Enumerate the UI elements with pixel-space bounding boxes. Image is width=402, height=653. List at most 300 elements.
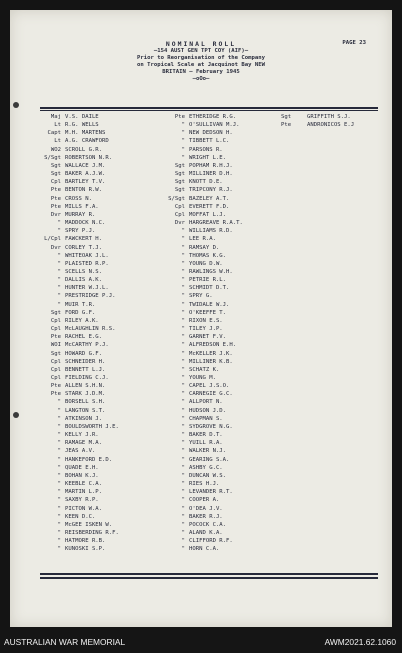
rank: Dvr <box>174 220 185 227</box>
subtitle-line-1: Prior to Reorganisation of the Company <box>137 55 265 61</box>
rank: " <box>181 505 185 512</box>
roll-entry <box>281 121 354 129</box>
soldier-name: ETHERIDGE R.G. <box>189 114 237 120</box>
roll-entry <box>161 529 243 537</box>
rank: S/Sgt <box>168 195 185 202</box>
rank: " <box>181 130 185 137</box>
soldier-name: McKELLER J.K. <box>189 350 233 357</box>
rank: " <box>181 285 185 292</box>
roll-entry <box>37 496 119 504</box>
roll-entry <box>37 513 119 521</box>
rank: " <box>57 489 61 496</box>
rank: Pte <box>174 114 185 120</box>
roll-entry <box>161 244 243 252</box>
rank: " <box>57 529 61 536</box>
rank: " <box>181 440 185 447</box>
soldier-name: McCARTHY P.J. <box>65 342 109 349</box>
rank: Cpl <box>50 326 61 333</box>
rank: " <box>181 154 185 161</box>
soldier-name: MADDOCK N.C. <box>65 220 106 227</box>
roll-column-3 <box>281 113 354 129</box>
rank: " <box>181 472 185 479</box>
soldier-name: HARGREAVE R.A.T. <box>189 220 243 227</box>
footer-institution: AUSTRALIAN WAR MEMORIAL <box>4 637 126 647</box>
soldier-name: MURRAY R. <box>65 211 96 218</box>
roll-entry <box>37 447 119 455</box>
roll-entry <box>37 186 119 194</box>
roll-entry <box>37 431 119 439</box>
soldier-name: PLAISTED R.P. <box>65 260 109 267</box>
top-rule <box>40 107 378 109</box>
soldier-name: SCROLL G.R. <box>65 146 103 153</box>
roll-entry <box>161 505 243 513</box>
soldier-name: CLIFFORD R.F. <box>189 538 233 545</box>
rank: " <box>57 268 61 275</box>
soldier-name: DUNCAN W.S. <box>189 472 227 479</box>
roll-entry <box>37 317 119 325</box>
roll-entry <box>161 276 243 284</box>
rank: " <box>57 415 61 422</box>
soldier-name: GEARING S.A. <box>189 456 230 463</box>
roll-entry <box>161 195 243 203</box>
roll-entry <box>37 529 119 537</box>
roll-entry <box>161 284 243 292</box>
soldier-name: SPRY G. <box>189 293 213 300</box>
roll-entry <box>37 154 119 162</box>
rank: " <box>57 301 61 308</box>
soldier-name: ALFREDSON E.H. <box>189 342 237 349</box>
roll-entry <box>37 129 119 137</box>
soldier-name: RACHEL E.G. <box>65 334 103 341</box>
soldier-name: HATMORE R.B. <box>65 538 106 545</box>
soldier-name: TRIPCONY R.J. <box>189 187 233 194</box>
roll-entry <box>37 341 119 349</box>
roll-entry <box>161 219 243 227</box>
roll-entry <box>37 350 119 358</box>
footer-accession-number: AWM2021.62.1060 <box>324 637 396 647</box>
rank: Maj <box>50 114 61 120</box>
soldier-name: MILLS F.A. <box>65 203 99 210</box>
soldier-name: CARNEGIE G.C. <box>189 391 233 398</box>
soldier-name: BAZELEY A.T. <box>189 195 230 202</box>
soldier-name: NEW DEDSON H. <box>189 130 233 137</box>
bottom-rule <box>40 573 378 575</box>
soldier-name: EVERETT F.D. <box>189 203 230 210</box>
rank: Cpl <box>174 211 185 218</box>
rank: Lt <box>54 122 61 129</box>
rank: S/Sgt <box>44 154 61 161</box>
roll-entry <box>161 407 243 415</box>
rank: " <box>57 260 61 267</box>
soldier-name: SCHNEIDER H. <box>65 358 106 365</box>
roll-entry <box>161 333 243 341</box>
soldier-name: BAKER A.J.W. <box>65 171 106 178</box>
soldier-name: O'DEA J.V. <box>189 505 223 512</box>
rank: " <box>181 334 185 341</box>
rank: WO2 <box>50 146 61 153</box>
soldier-name: TIBBETT L.C. <box>189 138 230 145</box>
rank: Sgt <box>281 114 292 120</box>
soldier-name: ANDRONICOS E.J <box>307 122 355 129</box>
soldier-name: GRIFFITH S.J. <box>307 114 351 120</box>
soldier-name: ALLPORT N. <box>189 399 223 406</box>
soldier-name: YOUNG M. <box>189 375 216 381</box>
soldier-name: PARSONS R. <box>189 146 223 153</box>
roll-entry <box>161 186 243 194</box>
soldier-name: M.H. MARTENS <box>65 130 106 137</box>
rank: Sgt <box>174 162 185 169</box>
roll-entry <box>37 325 119 333</box>
roll-entry <box>161 146 243 154</box>
rank: " <box>57 481 61 488</box>
roll-entry <box>161 415 243 423</box>
roll-entry <box>37 423 119 431</box>
rank: " <box>181 326 185 333</box>
rank: Pte <box>50 187 61 194</box>
rank: " <box>181 391 185 398</box>
rank: Pte <box>50 391 61 398</box>
rank: " <box>57 252 61 259</box>
soldier-name: COOPER A. <box>189 497 220 504</box>
roll-entry <box>161 309 243 317</box>
soldier-name: HUDSON J.D. <box>189 407 227 414</box>
soldier-name: KUNOSKI S.P. <box>65 546 106 553</box>
rank: " <box>57 448 61 455</box>
soldier-name: ROBERTSON N.R. <box>65 154 113 161</box>
rank: " <box>181 521 185 528</box>
soldier-name: SCHATZ K. <box>189 366 220 373</box>
soldier-name: HUNTER W.J.L. <box>65 285 109 292</box>
rank: Pte <box>50 195 61 202</box>
soldier-name: POCOCK C.A. <box>189 521 227 528</box>
rank: " <box>57 293 61 300</box>
roll-entry <box>37 146 119 154</box>
roll-entry <box>37 398 119 406</box>
rank: Lt <box>54 138 61 145</box>
bottom-rule-2 <box>40 577 378 579</box>
soldier-name: BARTLEY T.V. <box>65 179 106 186</box>
roll-entry <box>37 113 119 121</box>
soldier-name: MOFFAT L.J. <box>189 211 227 218</box>
roll-entry <box>37 480 119 488</box>
roll-entry <box>161 472 243 480</box>
roll-entry <box>161 170 243 178</box>
soldier-name: WRIGHT L.E. <box>189 154 227 161</box>
roll-entry <box>161 464 243 472</box>
soldier-name: REISBERDING R.F. <box>65 529 119 536</box>
roll-entry <box>37 545 119 553</box>
page-number: PAGE 23 <box>342 40 366 46</box>
rank: Sgt <box>50 162 61 169</box>
soldier-name: CHAPMAN S. <box>189 415 223 422</box>
roll-entry <box>161 292 243 300</box>
roll-entry <box>37 121 119 129</box>
rank: " <box>181 497 185 504</box>
roll-entry <box>161 545 243 553</box>
roll-entry <box>37 276 119 284</box>
soldier-name: SYDGROVE N.G. <box>189 423 233 430</box>
roll-entry <box>161 521 243 529</box>
soldier-name: RILEY A.K. <box>65 317 99 324</box>
soldier-name: LANGTON S.T. <box>65 407 106 414</box>
soldier-name: STARK J.D.M. <box>65 391 106 398</box>
roll-entry <box>37 488 119 496</box>
soldier-name: BOHAN K.J. <box>65 472 99 479</box>
roll-entry <box>37 252 119 260</box>
rank: " <box>181 481 185 488</box>
footer-bar <box>0 630 402 653</box>
roll-entry <box>161 129 243 137</box>
rank: Pte <box>281 122 292 129</box>
roll-entry <box>161 374 243 382</box>
punch-hole <box>13 102 19 108</box>
rank: WOI <box>50 342 61 349</box>
roll-entry <box>161 137 243 145</box>
document-title: NOMINAL ROLL <box>165 40 237 48</box>
unit-heading: —154 AUST GEN TPT COY (AIF)— <box>153 48 249 54</box>
soldier-name: ALLEN S.H.N. <box>65 383 106 390</box>
rank: " <box>181 317 185 324</box>
roll-entry <box>161 423 243 431</box>
soldier-name: CORLEY T.J. <box>65 244 103 251</box>
roll-entry <box>281 113 354 121</box>
rank: " <box>57 497 61 504</box>
rank: Cpl <box>174 203 185 210</box>
rank: Cpl <box>50 179 61 186</box>
roll-entry <box>161 513 243 521</box>
roll-entry <box>37 309 119 317</box>
rank: " <box>181 423 185 430</box>
rank: " <box>181 236 185 243</box>
roll-entry <box>37 415 119 423</box>
rank: " <box>181 138 185 145</box>
rank: Sgt <box>50 309 61 316</box>
roll-entry <box>161 439 243 447</box>
rank: " <box>57 538 61 545</box>
rank: " <box>57 423 61 430</box>
soldier-name: YUILL R.A. <box>189 440 223 447</box>
rank: " <box>181 366 185 373</box>
rank: " <box>181 456 185 463</box>
rank: " <box>57 407 61 414</box>
rank: " <box>181 546 185 553</box>
rank: " <box>181 309 185 316</box>
roll-entry <box>37 301 119 309</box>
roll-entry <box>161 235 243 243</box>
roll-entry <box>37 178 119 186</box>
top-rule-thin <box>40 110 378 111</box>
roll-entry <box>161 154 243 162</box>
soldier-name: BENNETT L.J. <box>65 366 106 373</box>
roll-entry <box>37 219 119 227</box>
roll-entry <box>37 260 119 268</box>
roll-entry <box>37 366 119 374</box>
rank: " <box>181 448 185 455</box>
rank: Sgt <box>174 179 185 186</box>
rank: " <box>181 244 185 251</box>
soldier-name: WHITEOAK J.L. <box>65 252 109 259</box>
rank: " <box>181 489 185 496</box>
roll-entry <box>37 333 119 341</box>
rank: " <box>181 358 185 365</box>
soldier-name: MILLINER K.B. <box>189 358 233 365</box>
rank: Sgt <box>174 187 185 194</box>
rank: " <box>181 407 185 414</box>
roll-entry <box>161 480 243 488</box>
soldier-name: GARNET F.V. <box>189 334 227 341</box>
roll-entry <box>161 341 243 349</box>
roll-entry <box>161 447 243 455</box>
soldier-name: THOMAS K.G. <box>189 252 227 259</box>
soldier-name: BAKER D.T. <box>189 432 223 439</box>
roll-entry <box>161 366 243 374</box>
rank: " <box>57 472 61 479</box>
soldier-name: LEE R.A. <box>189 236 216 243</box>
soldier-name: BENTON R.W. <box>65 187 103 194</box>
rank: " <box>57 546 61 553</box>
roll-entry <box>161 325 243 333</box>
soldier-name: ATKINSON J. <box>65 415 103 422</box>
soldier-name: WALKER N.J. <box>189 448 227 455</box>
roll-entry <box>37 464 119 472</box>
soldier-name: PRESTRIDGE P.J. <box>65 293 116 300</box>
rank: Cpl <box>50 358 61 365</box>
rank: " <box>181 432 185 439</box>
rank: " <box>181 228 185 235</box>
soldier-name: ALAND K.A. <box>189 529 223 536</box>
roll-entry <box>161 537 243 545</box>
rank: " <box>57 220 61 227</box>
subtitle-line-2: on Tropical Scale at Jacquinot Bay NEW <box>137 62 265 68</box>
roll-entry <box>161 317 243 325</box>
punch-hole <box>13 412 19 418</box>
roll-entry <box>161 456 243 464</box>
roll-entry <box>37 407 119 415</box>
rank: " <box>181 342 185 349</box>
soldier-name: MUIR T.R. <box>65 301 96 308</box>
rank: " <box>181 277 185 284</box>
soldier-name: KELLY J.R. <box>65 432 99 439</box>
rank: " <box>57 228 61 235</box>
rank: " <box>181 464 185 471</box>
rank: " <box>57 277 61 284</box>
roll-entry <box>37 505 119 513</box>
rank: " <box>181 260 185 267</box>
soldier-name: WALLACE J.M. <box>65 162 106 169</box>
roll-entry <box>37 227 119 235</box>
soldier-name: QUADE E.H. <box>65 464 99 471</box>
roll-entry <box>37 195 119 203</box>
roll-entry <box>37 268 119 276</box>
soldier-name: HOWARD G.F. <box>65 350 103 357</box>
soldier-name: McLAUGHLIN R.S. <box>65 326 116 333</box>
soldier-name: BOULDSWORTH J.E. <box>65 423 119 430</box>
soldier-name: POPHAM R.H.J. <box>189 162 233 169</box>
roll-entry <box>161 178 243 186</box>
rank: " <box>181 383 185 390</box>
document-sheet <box>10 10 392 627</box>
roll-entry <box>37 390 119 398</box>
soldier-name: FIELDING C.J. <box>65 375 109 381</box>
soldier-name: SPRY P.J. <box>65 228 96 235</box>
rank: " <box>181 513 185 520</box>
roll-entry <box>161 203 243 211</box>
roll-entry <box>161 260 243 268</box>
rank: " <box>57 440 61 447</box>
rank: " <box>181 146 185 153</box>
soldier-name: JEAS A.V. <box>65 448 96 455</box>
soldier-name: ASHBY G.C. <box>189 464 223 471</box>
roll-entry <box>161 252 243 260</box>
rank: Sgt <box>50 350 61 357</box>
soldier-name: KEEN D.C. <box>65 513 96 520</box>
roll-entry <box>37 374 119 382</box>
roll-entry <box>161 162 243 170</box>
soldier-name: FORD G.F. <box>65 309 96 316</box>
rank: " <box>181 415 185 422</box>
rank: Pte <box>50 203 61 210</box>
rank: Cpl <box>50 317 61 324</box>
roll-entry <box>37 235 119 243</box>
soldier-name: TWIDALE W.J. <box>189 301 230 308</box>
rank: " <box>57 513 61 520</box>
soldier-name: HORN C.A. <box>189 546 220 553</box>
rank: Pte <box>50 334 61 341</box>
roll-entry <box>161 382 243 390</box>
soldier-name: RAMSAY D. <box>189 244 220 251</box>
rank: Pte <box>50 383 61 390</box>
soldier-name: PETRIE R.L. <box>189 277 227 284</box>
soldier-name: BORSELL S.H. <box>65 399 106 406</box>
soldier-name: LEVANDER R.T. <box>189 489 233 496</box>
soldier-name: WILLIAMS R.D. <box>189 228 233 235</box>
rank: " <box>57 432 61 439</box>
soldier-name: BAKER R.J. <box>189 513 223 520</box>
rank: L/Cpl <box>44 236 61 243</box>
rank: " <box>181 122 185 129</box>
roll-entry <box>161 358 243 366</box>
soldier-name: RAMAGE M.A. <box>65 440 103 447</box>
soldier-name: TILEY J.P. <box>189 326 223 333</box>
roll-entry <box>37 211 119 219</box>
rank: " <box>181 375 185 381</box>
roll-entry <box>37 244 119 252</box>
roll-column-2 <box>161 113 243 553</box>
roll-entry <box>161 121 243 129</box>
roll-entry <box>37 203 119 211</box>
roll-entry <box>161 496 243 504</box>
rank: " <box>181 293 185 300</box>
roll-entry <box>161 113 243 121</box>
rank: Sgt <box>50 171 61 178</box>
roll-entry <box>161 301 243 309</box>
roll-entry <box>161 398 243 406</box>
rank: " <box>57 464 61 471</box>
roll-entry <box>161 211 243 219</box>
soldier-name: SAXBY R.P. <box>65 497 99 504</box>
rank: " <box>181 268 185 275</box>
rank: " <box>181 538 185 545</box>
soldier-name: RIES H.J. <box>189 481 220 488</box>
roll-entry <box>37 137 119 145</box>
soldier-name: KNOTT D.E. <box>189 179 223 186</box>
rank: Dvr <box>50 244 61 251</box>
roll-entry <box>37 170 119 178</box>
roll-entry <box>37 382 119 390</box>
rank: " <box>57 505 61 512</box>
soldier-name: RIXON E.S. <box>189 317 223 324</box>
roll-entry <box>161 268 243 276</box>
